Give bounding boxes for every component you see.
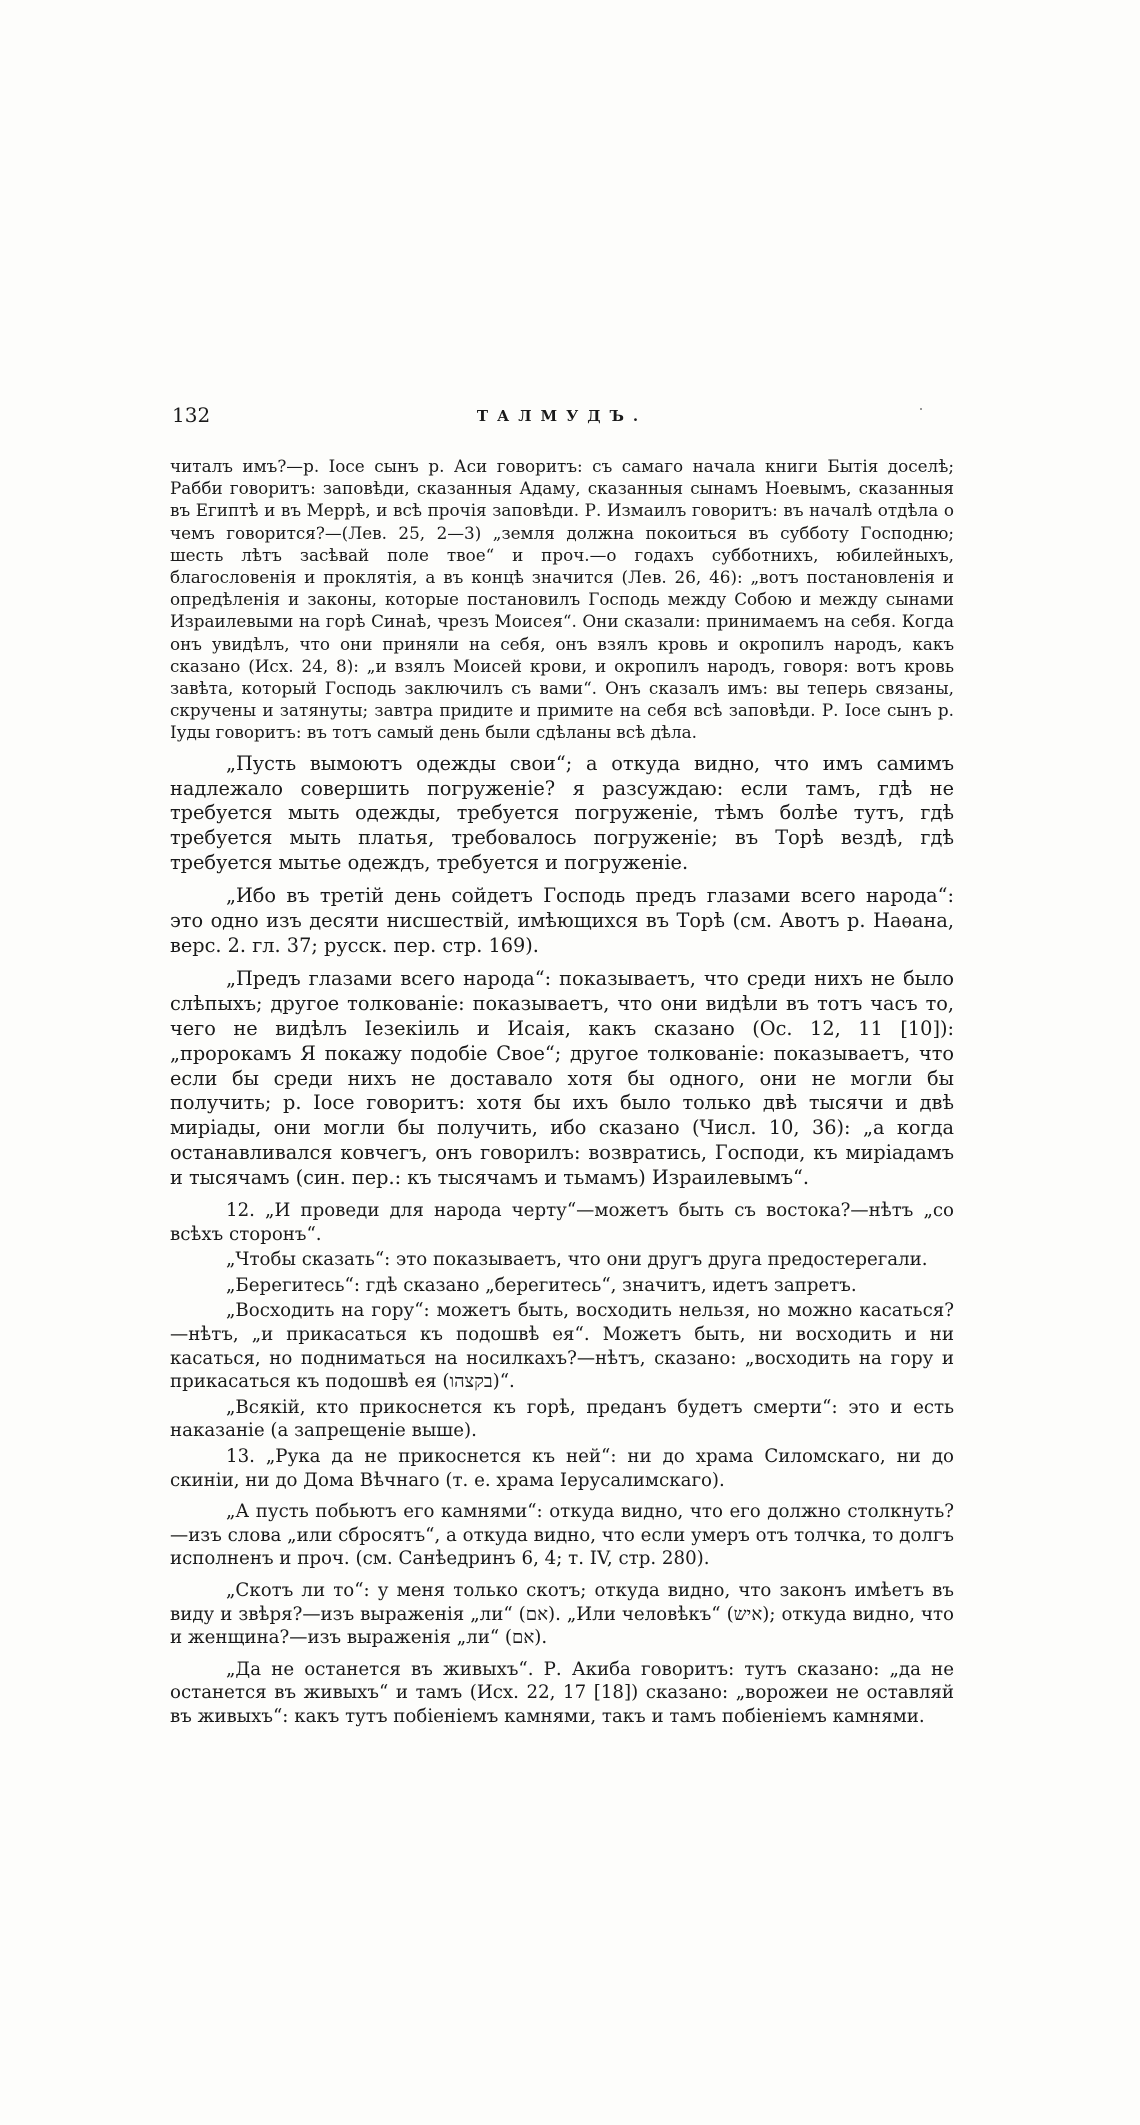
body-text xyxy=(170,455,954,1729)
paragraph-not-live: „Да не останется въ живыхъ“. Р. Акиба говоритъ: тутъ сказано: „да не останется въ живыхъ“ и тамъ (Исх. 22, 17 [18]) сказано: „ворожеи не оставляй въ живыхъ“: какъ тутъ побіеніемъ камнями, такъ и тамъ побіеніемъ камнями. xyxy=(170,1658,954,1727)
paragraph-to-say: „Чтобы сказать“: это показываетъ, что они другъ друга предостерегали. xyxy=(226,1249,928,1271)
paragraph-stoning: „А пусть побьютъ его камнями“: откуда видно, что его должно столкнуть?—изъ слова „или сбросятъ“, а откуда видно, что если умеръ отъ толчка, то долгъ исполненъ и проч. (см. Санѣедринъ 6, 4; т. IV, стр. 280). xyxy=(170,1501,954,1570)
paragraph-continuation: читалъ имъ?—р. Іосе сынъ р. Аси говоритъ: съ самаго начала книги Бытія доселѣ; Рабби говоритъ: заповѣди, сказанныя Адаму, сказанныя сынамъ Ноевымъ, сказанныя въ Египтѣ и въ Меррѣ, и всѣ прочія заповѣди. Р. Измаилъ говоритъ: въ началѣ отдѣла о чемъ говорится?—(Лев. 25, 2—3) „земля должна покоиться въ субботу Господню; шесть лѣтъ засѣвай поле твое“ и проч.—о годахъ субботнихъ, юбилейныхъ, благословенія и проклятія, а въ концѣ значится (Лев. 26, 46): „вотъ постановленія и опредѣленія и законы, которые постановилъ Господь между Собою и между сынами Израилевыми на горѣ Синаѣ, чрезъ Моисея“. Они сказали: принимаемъ на себя. Когда онъ увидѣлъ, что они приняли на себя, онъ взялъ кровь и окропилъ народъ, какъ сказано (Исх. 24, 8): „и взялъ Моисей крови, и окропилъ народъ, говоря: вотъ кровь завѣта, который Господь заключилъ съ вами“. Онъ сказалъ имъ: вы теперь связаны, скручены и затянуты; завтра придите и примите на себя всѣ заповѣди. Р. Іосе сынъ р. Іуды говоритъ: въ тотъ самый день были сдѣланы всѣ дѣла. xyxy=(170,456,954,743)
paragraph-verse-12: 12. „И проведи для народа черту“—можетъ быть съ востока?—нѣтъ „со всѣхъ сторонъ“. xyxy=(170,1200,954,1245)
printing-speck xyxy=(920,408,922,410)
paragraph-whoever-touches: „Всякій, кто прикоснется къ горѣ, преданъ будетъ смерти“: это и есть наказаніе (а запрещеніе выше). xyxy=(170,1396,954,1442)
paragraph-beware: „Берегитесь“: гдѣ сказано „берегитесь“, значитъ, идетъ запретъ. xyxy=(226,1274,857,1296)
paragraph-third-day: „Ибо въ третій день сойдетъ Господь предъ глазами всего народа“: это одно изъ десяти нисшествій, имѣющихся въ Торѣ (см. Авотъ р. Наѳана, верс. 2. гл. 37; русск. пер. стр. 169). xyxy=(170,884,954,957)
page-header xyxy=(172,402,952,430)
paragraph-verse-13: 13. „Рука да не прикоснется къ ней“: ни до храма Силомскаго, ни до скиніи, ни до Дома Вѣчнаго (т. е. храма Іерусалимскаго). xyxy=(170,1445,954,1491)
running-title: ТАЛМУДЪ. xyxy=(476,407,648,425)
paragraph-washing-garments: „Пусть вымоютъ одежды свои“; а откуда видно, что имъ самимъ надлежало совершить погруженіе? я разсуждаю: если тамъ, гдѣ не требуется мыть одежды, требуется погруженіе, тѣмъ болѣе тутъ, гдѣ требуется мыть платья, требовалось погруженіе; въ Торѣ вездѣ, гдѣ требуется мытье одеждъ, требуется и погруженіе. xyxy=(170,751,954,875)
paragraph-ascend-mountain: „Восходить на гору“: можетъ быть, восходить нельзя, но можно касаться?—нѣтъ, „и прикасаться къ подошвѣ ея“. Можетъ быть, ни восходить и ни касаться, но подниматься на носилкахъ?—нѣтъ, сказано: „восходить на гору и прикасаться къ подошвѣ ея (בקצהו)“. xyxy=(170,1300,954,1393)
paragraph-before-eyes: „Предъ глазами всего народа“: показываетъ, что среди нихъ не было слѣпыхъ; другое толкованіе: показываетъ, что они видѣли въ тотъ часъ то, чего не видѣлъ Іезекіиль и Исаія, какъ сказано (Ос. 12, 11 [10]): „пророкамъ Я покажу подобіе Свое“; другое толкованіе: показываетъ, что если бы среди нихъ не доставало хотя бы одного, они не могли бы получить; р. Іосе говоритъ: хотя бы ихъ было только двѣ тысячи и двѣ миріады, они могли бы получить, ибо сказано (Числ. 10, 36): „а когда останавливался ковчегъ, онъ говорилъ: возвратись, Господи, къ миріадамъ и тысячамъ (син. пер.: къ тысячамъ и тьмамъ) Израилевымъ“. xyxy=(170,966,954,1190)
paragraph-beast: „Скотъ ли то“: у меня только скотъ; откуда видно, что законъ имѣетъ въ виду и звѣря?—изъ выраженія „ли“ (אם). „Или человѣкъ“ (איש); откуда видно, что и женщина?—изъ выраженія „ли“ (אם). xyxy=(170,1579,955,1649)
page-number: 132 xyxy=(172,403,211,427)
